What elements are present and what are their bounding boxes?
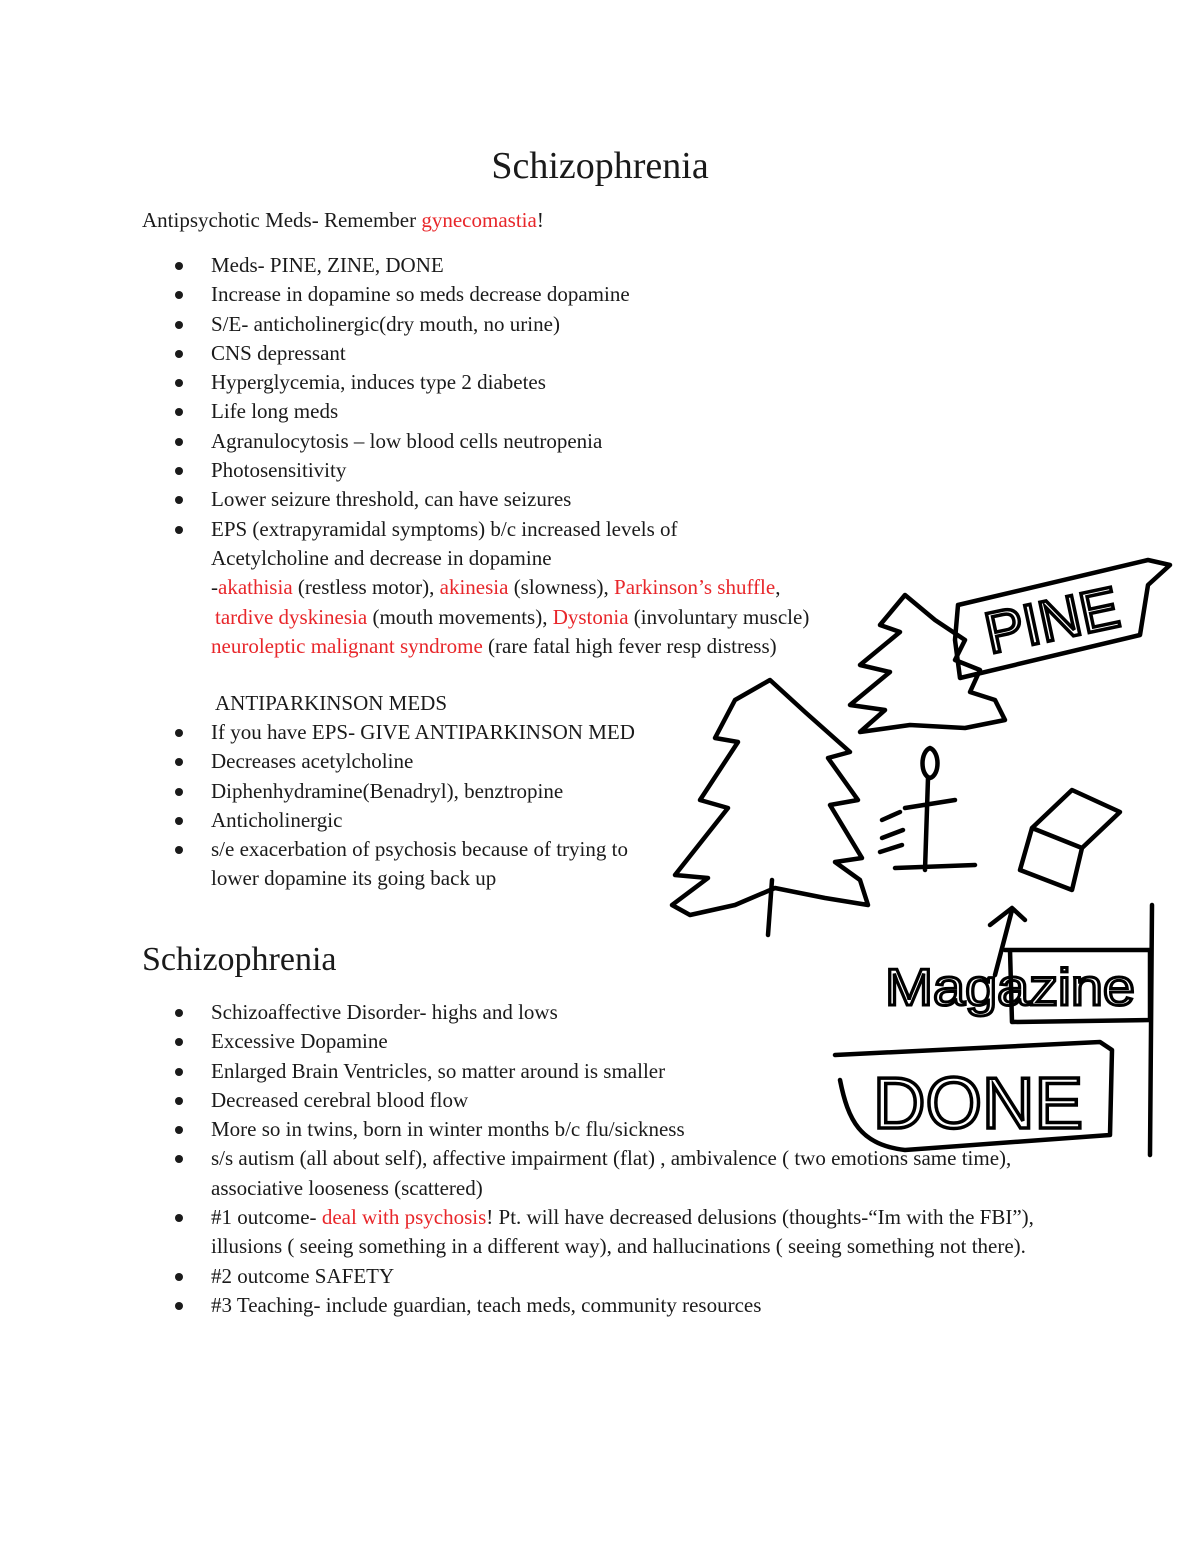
- page-title: Schizophrenia: [491, 145, 709, 187]
- list-item-text: s/s autism (all about self), affective impairment (flat) , ambivalence ( two emotions same time), associative looseness (scattered): [211, 1146, 1012, 1200]
- list-item-text: Schizoaffective Disorder- highs and lows: [211, 1000, 558, 1024]
- list-item-text: #2 outcome SAFETY: [211, 1263, 395, 1288]
- list-item-text: Decreased cerebral blood flow: [211, 1087, 469, 1112]
- psychosis-line-1: s/e exacerbation of psychosis because of trying to: [211, 837, 628, 862]
- large-pine-trunk: [768, 880, 772, 935]
- outcome-1-prefix: #1 outcome-: [211, 1205, 322, 1230]
- list-item-text: Anticholinergic: [211, 807, 343, 832]
- cube-icon: [1020, 790, 1120, 890]
- list-item-text: Meds- PINE, ZINE, DONE: [211, 253, 444, 277]
- list-item-text: If you have EPS- GIVE ANTIPARKINSON MED: [211, 720, 635, 744]
- stick-figure-icon: [880, 748, 975, 870]
- akinesia-desc: (slowness),: [508, 575, 615, 600]
- antiparkinson-heading: ANTIPARKINSON MEDS: [215, 691, 448, 715]
- term-akathisia: akathisia: [218, 575, 293, 600]
- pine-handwriting: PINE: [979, 574, 1126, 667]
- comma: ,: [775, 575, 781, 600]
- list-item-text: Excessive Dopamine: [211, 1029, 388, 1054]
- eps-line-2: Acetylcholine and decrease in dopamine: [211, 545, 552, 570]
- intro-highlight: gynecomastia: [421, 208, 537, 232]
- list-item-text: Agranulocytosis – low blood cells neutropenia: [211, 428, 603, 453]
- tardive-desc: (mouth movements),: [367, 604, 553, 629]
- list-item-text: Enlarged Brain Ventricles, so matter around is smaller: [211, 1058, 666, 1083]
- term-dystonia: Dystonia: [552, 604, 629, 629]
- eps-line-1: EPS (extrapyramidal symptoms) b/c increased levels of: [211, 516, 678, 541]
- akathisia-desc: (restless motor),: [292, 575, 440, 600]
- list-item-text: Lower seizure threshold, can have seizures: [211, 487, 572, 512]
- done-handwriting: DONE: [873, 1064, 1083, 1144]
- dystonia-desc: (involuntary muscle): [628, 604, 810, 629]
- section-title: Schizophrenia: [142, 941, 337, 978]
- magazine-handwriting: Magazine: [885, 959, 1135, 1017]
- list-item-text: Decreases acetylcholine: [211, 749, 414, 774]
- dash: -: [211, 575, 218, 600]
- right-vertical-line: [1150, 905, 1152, 1155]
- list-item-text: Photosensitivity: [211, 458, 347, 483]
- term-parkinsons-shuffle: Parkinson’s shuffle: [614, 575, 776, 600]
- list-item-text: Life long meds: [211, 399, 339, 424]
- term-akinesia: akinesia: [439, 575, 509, 600]
- outcome-1-suffix: ! Pt. will have decreased delusions (thoughts-“Im with the FBI”), illusions ( seeing something in a different way), and hallucinations ( seeing something not there).: [211, 1205, 1034, 1259]
- list-item-text: Diphenhydramine(Benadryl), benztropine: [211, 778, 564, 803]
- list-item-text: CNS depressant: [211, 340, 346, 365]
- nms-desc: (rare fatal high fever resp distress): [482, 633, 777, 658]
- outcome-1-highlight: deal with psychosis: [321, 1205, 487, 1230]
- list-item-text: #3 Teaching- include guardian, teach meds, community resources: [211, 1292, 762, 1317]
- intro-suffix: !: [536, 208, 544, 232]
- term-nms: neuroleptic malignant syndrome: [211, 633, 483, 658]
- psychosis-line-2: lower dopamine its going back up: [211, 866, 497, 891]
- term-tardive-dyskinesia: tardive dyskinesia: [215, 604, 368, 629]
- list-item-text: Hyperglycemia, induces type 2 diabetes: [211, 370, 546, 395]
- intro-prefix: Antipsychotic Meds- Remember: [142, 208, 422, 232]
- list-item-text: Increase in dopamine so meds decrease dopamine: [211, 282, 630, 307]
- list-item-text: More so in twins, born in winter months b/c flu/sickness: [211, 1117, 685, 1142]
- list-item-text: S/E- anticholinergic(dry mouth, no urine): [211, 311, 560, 336]
